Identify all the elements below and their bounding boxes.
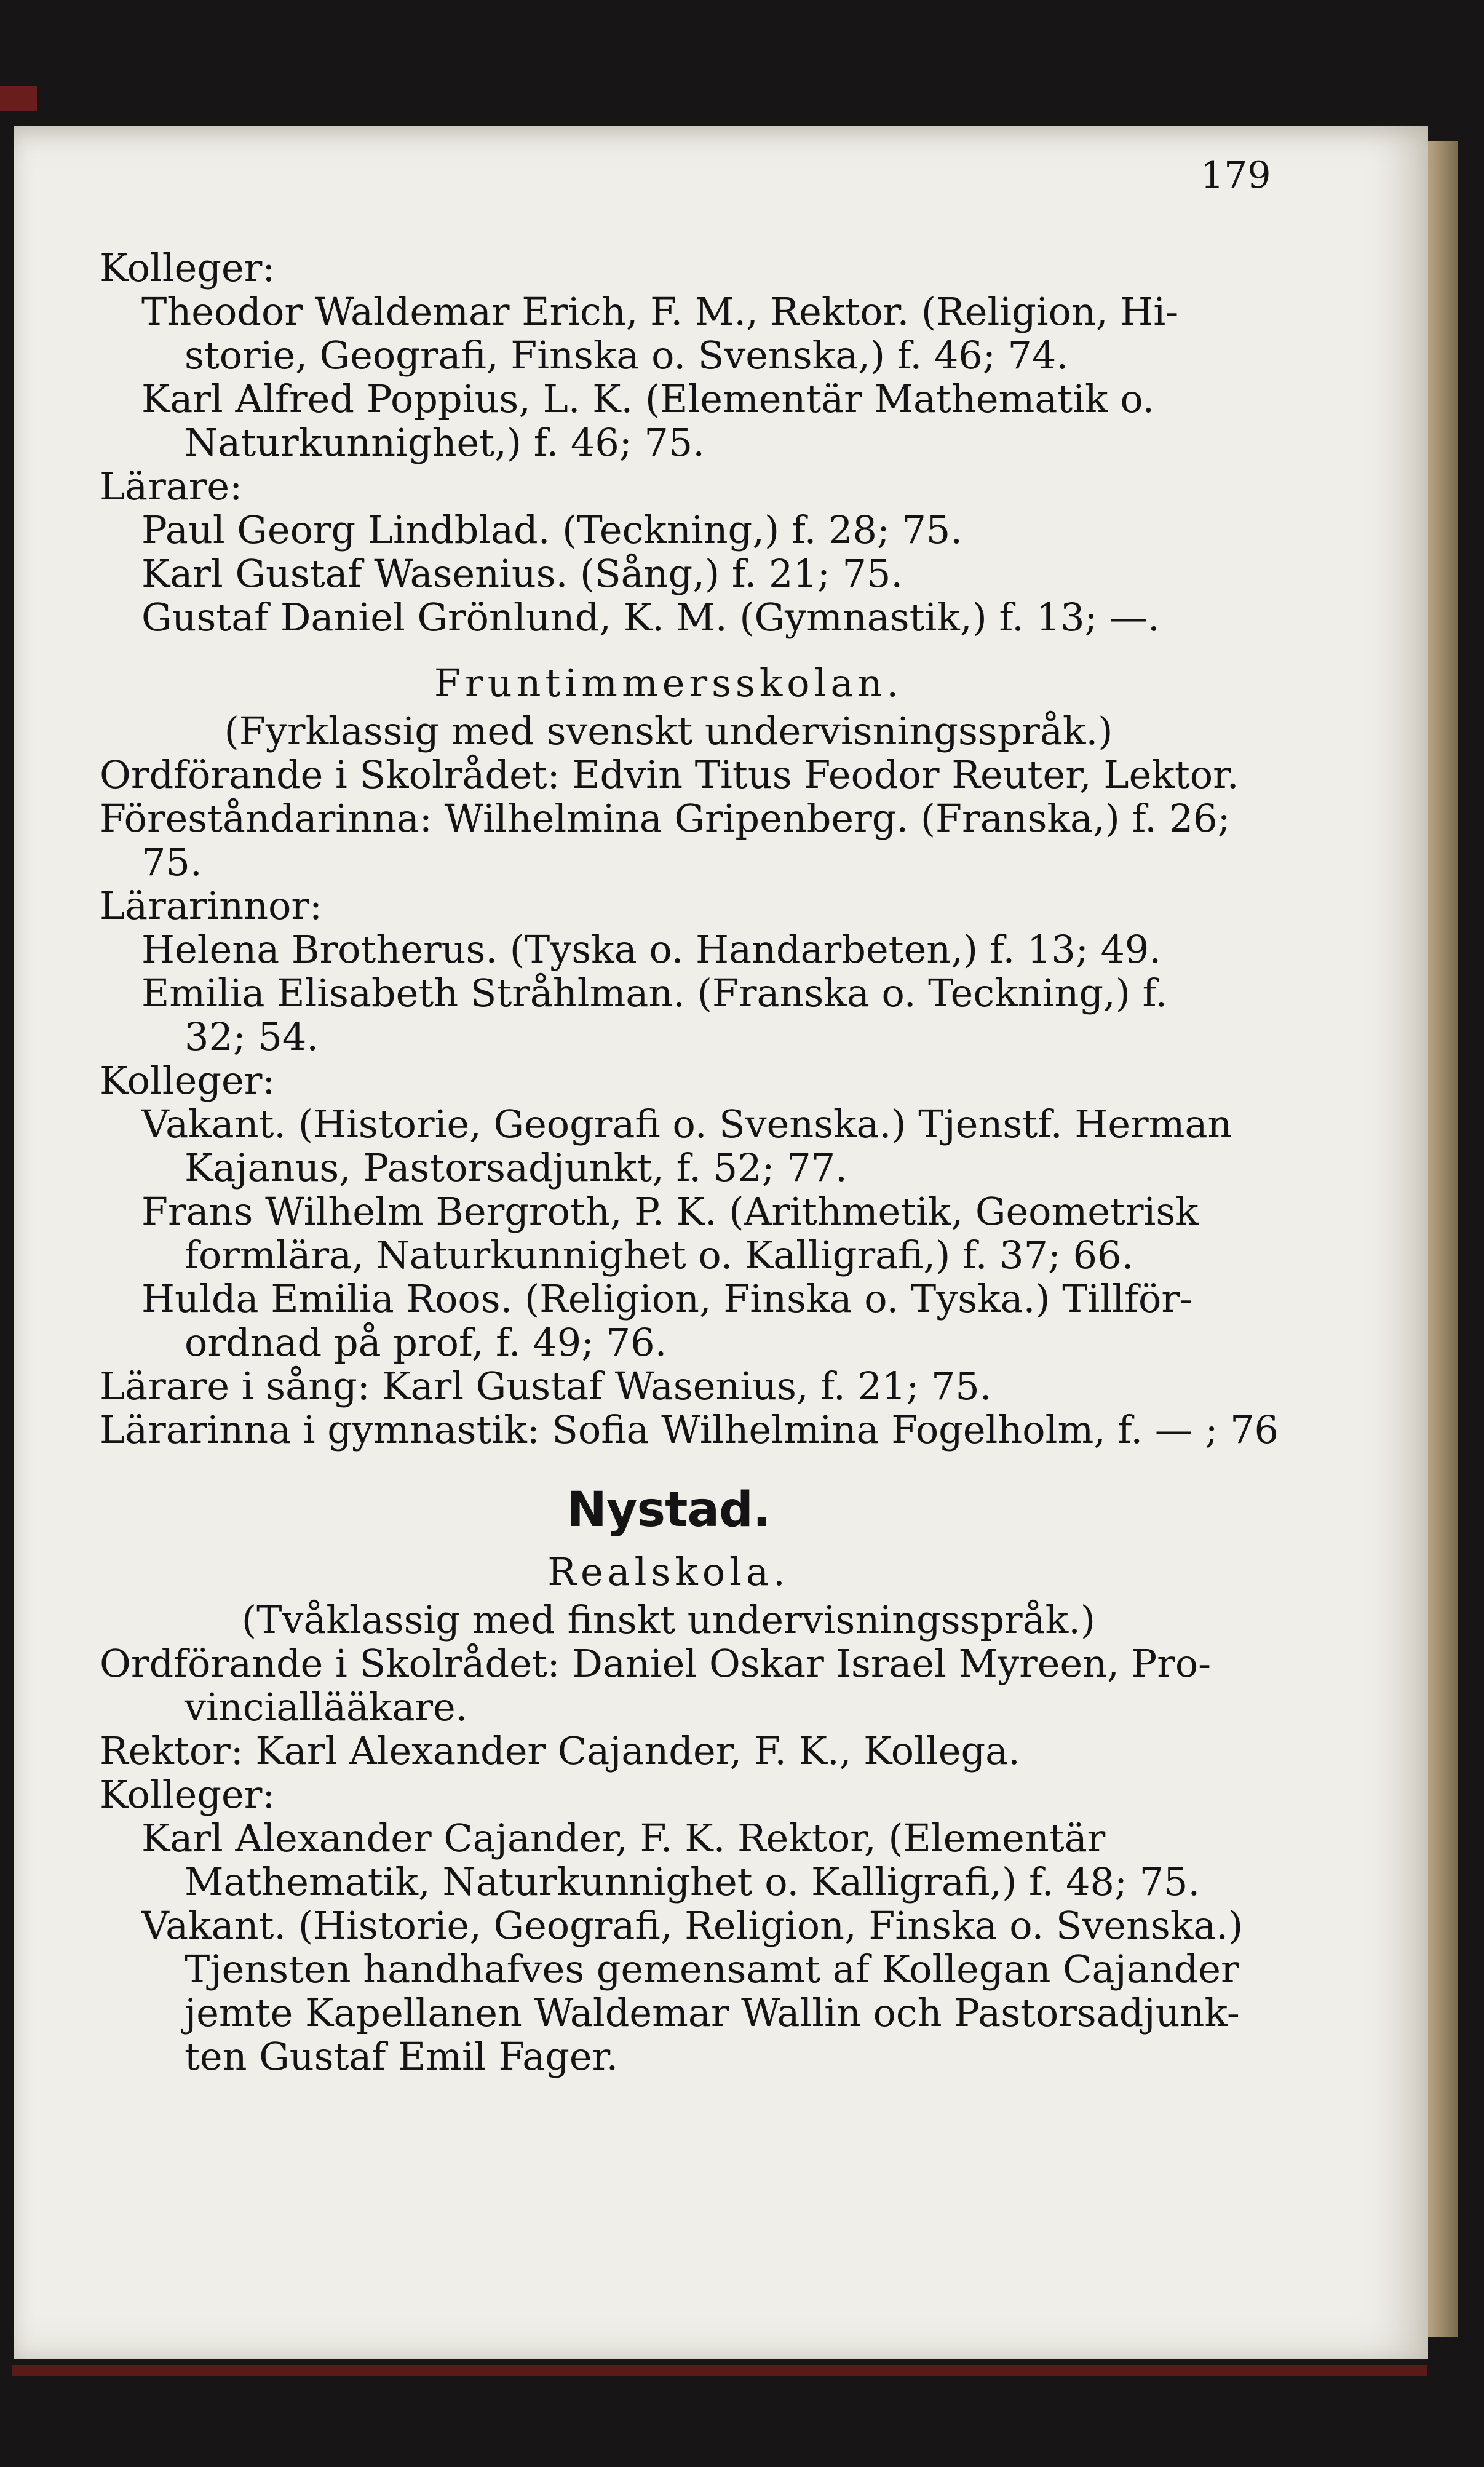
binding-mark (0, 86, 37, 111)
text-line: 75. (141, 840, 202, 884)
section-heading: Kolleger: (100, 1772, 276, 1817)
section-heading: Kolleger: (100, 1058, 276, 1103)
school-title: Fruntimmersskolan. (434, 661, 903, 705)
text-line: Mathematik, Naturkunnighet o. Kalligrafi,) f. 48; 75. (185, 1859, 1200, 1904)
text-line: Karl Gustaf Wasenius. (Sång,) f. 21; 75. (141, 551, 903, 596)
text-line: Karl Alexander Cajander, F. K. Rektor, (Elementär (141, 1816, 1106, 1861)
town-heading: Nystad. (566, 1482, 771, 1538)
text-line: Lärare i sång: Karl Gustaf Wasenius, f. 21; 75. (100, 1364, 992, 1408)
text-line: Hulda Emilia Roos. (Religion, Finska o. Tyska.) Tillför- (141, 1276, 1192, 1321)
text-line: ten Gustaf Emil Fager. (185, 2034, 619, 2079)
school-title: Realskola. (547, 1549, 790, 1594)
text-line: Tjensten handhafves gemensamt af Kollegan Cajander (185, 1947, 1239, 1992)
text-line: Paul Georg Lindblad. (Teckning,) f. 28; 75. (141, 507, 963, 552)
text-line: formlära, Naturkunnighet o. Kalligrafi,) f. 37; 66. (185, 1233, 1134, 1277)
text-line: jemte Kapellanen Waldemar Wallin och Pastorsadjunk- (185, 1990, 1240, 2035)
school-subtitle: (Fyrklassig med svenskt undervisningsspråk.) (224, 709, 1113, 753)
text-line: storie, Geografi, Finska o. Svenska,) f. 46; 74. (185, 333, 1069, 378)
text-line: Theodor Waldemar Erich, F. M., Rektor. (Religion, Hi- (141, 289, 1179, 334)
text-line: Vakant. (Historie, Geografi o. Svenska.) Tjenstf. Herman (141, 1102, 1232, 1146)
text-line: Kajanus, Pastorsadjunkt, f. 52; 77. (185, 1145, 847, 1190)
text-line: Ordförande i Skolrådet: Edvin Titus Feodor Reuter, Lektor. (100, 752, 1239, 797)
school-subtitle: (Tvåklassig med finskt undervisningsspråk.) (241, 1597, 1096, 1642)
text-line: ordnad på prof, f. 49; 76. (185, 1320, 667, 1365)
section-heading: Kolleger: (100, 245, 276, 290)
page-content (14, 126, 1428, 2359)
text-line: Gustaf Daniel Grönlund, K. M. (Gymnastik,) f. 13; —. (141, 595, 1160, 640)
book-page (14, 126, 1428, 2359)
text-line: 32; 54. (185, 1014, 319, 1059)
text-line: Helena Brotherus. (Tyska o. Handarbeten,) f. 13; 49. (141, 927, 1162, 972)
text-line: Lärarinna i gymnastik: Sofia Wilhelmina Fogelholm, f. — ; 76 (100, 1407, 1279, 1452)
binding-edge (12, 2365, 1427, 2376)
section-heading: Lärare: (100, 464, 242, 509)
text-line: Naturkunnighet,) f. 46; 75. (185, 420, 705, 465)
text-line: Föreståndarinna: Wilhelmina Gripenberg. (Franska,) f. 26; (100, 796, 1231, 841)
section-heading: Lärarinnor: (100, 883, 322, 928)
text-line: Karl Alfred Poppius, L. K. (Elementär Mathematik o. (141, 376, 1155, 421)
text-line: Vakant. (Historie, Geografi, Religion, Finska o. Svenska.) (141, 1903, 1244, 1948)
text-line: Emilia Elisabeth Stråhlman. (Franska o. Teckning,) f. (141, 971, 1168, 1015)
text-line: Ordförande i Skolrådet: Daniel Oskar Israel Myreen, Pro- (100, 1641, 1212, 1686)
text-line: Frans Wilhelm Bergroth, P. K. (Arithmetik, Geometrisk (141, 1189, 1199, 1234)
text-line: Rektor: Karl Alexander Cajander, F. K., Kollega. (100, 1728, 1020, 1773)
page-number: 179 (1200, 154, 1271, 197)
text-line: vinciallääkare. (185, 1685, 468, 1730)
